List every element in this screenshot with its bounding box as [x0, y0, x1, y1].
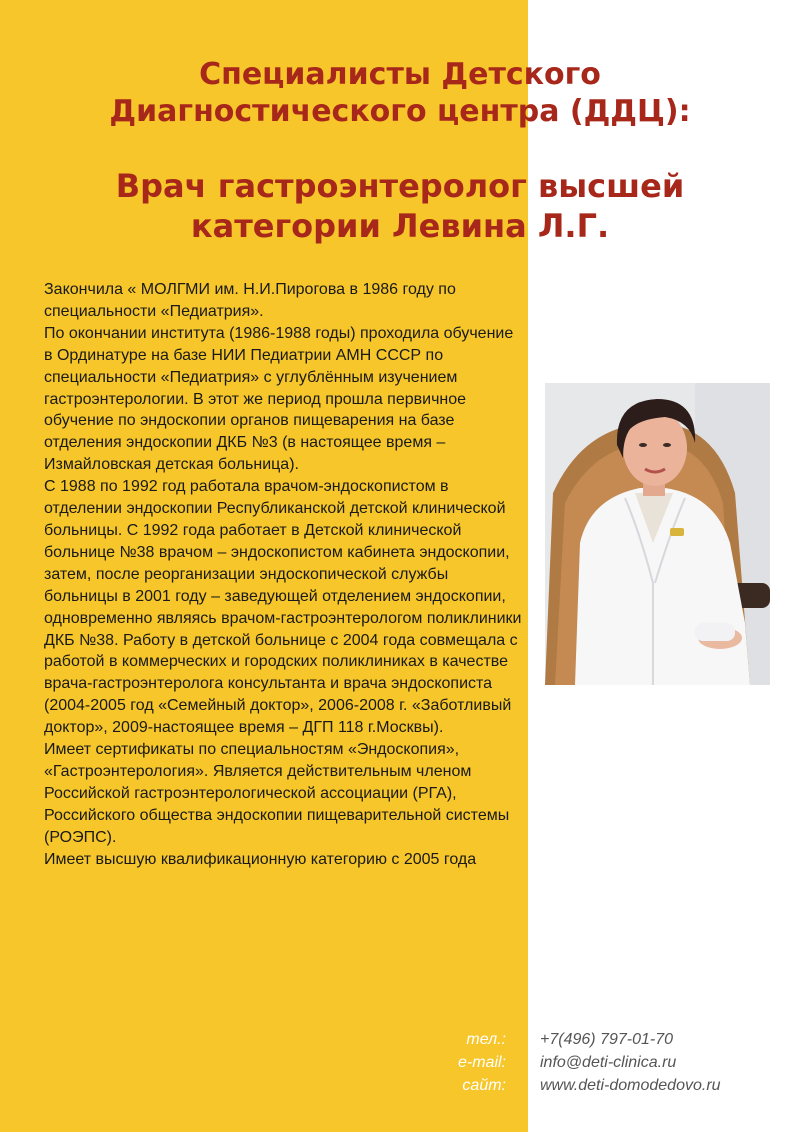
bio-paragraph-certificates: Имеет сертификаты по специальностям «Эндоскопия», «Гастроэнтерология». Является действительным членом Российской гастроэнтерологической ассоциации (РГА), Российского общества эндоскопии пищеварительной системы (РОЭПС). — [44, 741, 510, 846]
email-row — [0, 1051, 800, 1074]
bio-paragraph-residency: По окончании института (1986-1988 годы) проходила обучение в Ординатуре на базе НИИ Педиатрии АМН СССР по специальности «Педиатрия» с углублённым изучением гастроэнтерологии. В этот же период прошла первичное обучение по эндоскопии органов пищеварения на базе отделения эндоскопии ДКБ №3 (в настоящее время – Измайловская детская больница). — [44, 324, 514, 474]
page-title-line-2: Диагностического центра (ДДЦ): — [109, 94, 691, 129]
doctor-biography — [44, 279, 524, 870]
phone-number[interactable]: +7(496) 797-01-70 — [540, 1031, 673, 1048]
doctor-heading-line-2: категории Левина Л.Г. — [190, 207, 610, 245]
page-title-line-1: Специалисты Детского — [199, 57, 601, 92]
doctor-portrait-illustration — [545, 383, 770, 685]
doctor-heading-line-1: Врач гастроэнтеролог высшей — [115, 167, 685, 205]
bio-paragraph-education: Закончила « МОЛГМИ им. Н.И.Пирогова в 1986 году по специальности «Педиатрия». — [44, 281, 456, 320]
site-row — [0, 1074, 800, 1097]
email-label: e-mail: — [457, 1054, 506, 1071]
doctor-photo — [545, 383, 770, 685]
site-link[interactable]: www.deti-domodedovo.ru — [540, 1077, 721, 1094]
doctor-heading — [0, 166, 800, 246]
contacts-block — [0, 1028, 800, 1097]
bio-paragraph-qualification: Имеет высшую квалификационную категорию с 2005 года — [44, 850, 477, 868]
site-label: сайт: — [462, 1077, 506, 1094]
bio-paragraph-career: С 1988 по 1992 год работала врачом-эндоскопистом в отделении эндоскопии Республиканской детской клинической больницы. С 1992 года работает в Детской клинической больнице №38 врачом – эндоскопистом кабинета эндоскопии, затем, после реорганизации эндоскопической службы больницы в 2001 году – заведующей отделением эндоскопии, одновременно являясь врачом-гастроэнтерологом поликлиники ДКБ №38. Работу в детской больнице с 2004 года совмещала с работой в коммерческих и городских поликлиниках в качестве врача-гастроэнтеролога консультанта и врача эндоскописта (2004-2005 год «Семейный доктор», 2006-2008 г. «Заботливый доктор», 2009-настоящее время – ДГП 118 г.Москвы). — [44, 478, 522, 737]
email-link[interactable]: info@deti-clinica.ru — [540, 1054, 677, 1071]
page-title — [0, 56, 800, 130]
phone-label: тел.: — [466, 1031, 506, 1048]
phone-row — [0, 1028, 800, 1051]
